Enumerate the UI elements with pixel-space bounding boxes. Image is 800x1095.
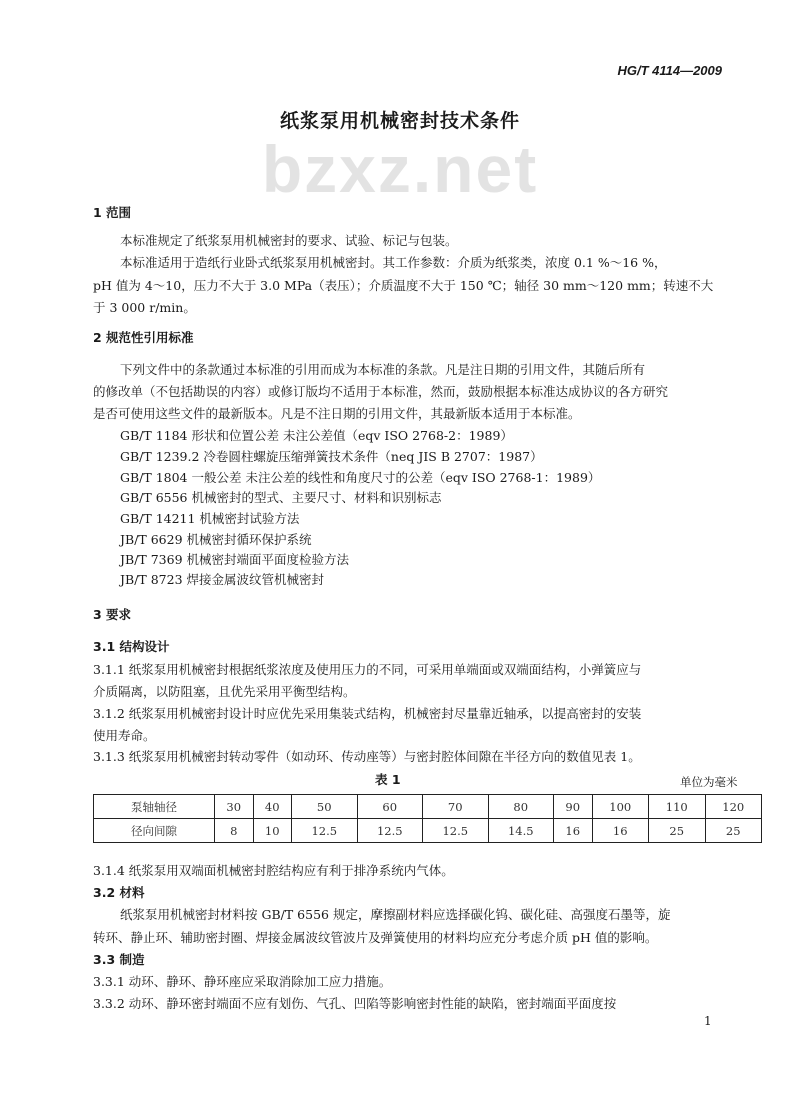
section-3-heading: 3 要求 (93, 607, 132, 622)
document-title: 纸浆泵用机械密封技术条件 (279, 110, 520, 132)
paragraph-line: 介质隔离，以防阻塞，且优先采用平衡型结构。 (93, 684, 356, 699)
section-3-3-heading: 3.3 制造 (93, 952, 145, 967)
table-cell: 110 (649, 795, 706, 819)
paragraph-line: 的修改单（不包括勘误的内容）或修订版均不适用于本标准，然而，鼓励根据本标准达成协议的各方研究 (93, 384, 669, 399)
section-2-heading: 2 规范性引用标准 (93, 330, 194, 345)
table-cell: 12.5 (292, 819, 358, 843)
table-cell: 30 (215, 795, 254, 819)
table-cell: 90 (554, 795, 593, 819)
reference-item: GB/T 6556 机械密封的型式、主要尺寸、材料和识别标志 (120, 490, 442, 505)
table-cell: 12.5 (423, 819, 489, 843)
paragraph-line: pH 值为 4～10，压力不大于 3.0 MPa（表压）；介质温度不大于 150 ℃；轴径 30 mm～120 mm；转速不大 (93, 278, 714, 293)
table-cell: 70 (423, 795, 489, 819)
table-cell: 100 (592, 795, 649, 819)
table-cell: 16 (592, 819, 649, 843)
table-cell: 120 (705, 795, 762, 819)
paragraph-line: 使用寿命。 (93, 728, 156, 743)
table-cell: 80 (488, 795, 554, 819)
table-cell: 10 (253, 819, 292, 843)
paragraph-line: 3.1.4 纸浆泵用双端面机械密封腔结构应有利于排净系统内气体。 (93, 863, 454, 878)
clearance-table (93, 794, 762, 843)
paragraph-line: 下列文件中的条款通过本标准的引用而成为本标准的条款。凡是注日期的引用文件，其随后所有 (120, 362, 646, 377)
paragraph-line: 本标准适用于造纸行业卧式纸浆泵用机械密封。其工作参数：介质为纸浆类，浓度 0.1 %～16 %， (120, 255, 667, 270)
table-cell: 16 (554, 819, 593, 843)
paragraph-line: 纸浆泵用机械密封材料按 GB/T 6556 规定，摩擦副材料应选择碳化钨、碳化硅、高强度石墨等，旋 (120, 907, 671, 922)
table-cell: 40 (253, 795, 292, 819)
reference-item: GB/T 1239.2 冷卷圆柱螺旋压缩弹簧技术条件（neq JIS B 2707：1987） (120, 449, 543, 464)
paragraph-line: 3.1.2 纸浆泵用机械密封设计时应优先采用集装式结构，机械密封尽量靠近轴承，以提高密封的安装 (93, 706, 642, 721)
paragraph-line: 本标准规定了纸浆泵用机械密封的要求、试验、标记与包装。 (120, 233, 458, 248)
paragraph-line: 3.3.2 动环、静环密封端面不应有划伤、气孔、凹陷等影响密封性能的缺陷，密封端面平面度按 (93, 996, 617, 1011)
reference-item: JB/T 7369 机械密封端面平面度检验方法 (120, 552, 350, 567)
table-caption: 表 1 (375, 772, 401, 787)
table-unit: 单位为毫米 (680, 775, 738, 789)
section-1-heading: 1 范围 (93, 205, 132, 220)
paragraph-line: 于 3 000 r/min。 (93, 300, 196, 315)
reference-item: GB/T 1804 一般公差 未注公差的线性和角度尺寸的公差（eqv ISO 2768-1：1989） (120, 470, 601, 485)
table-cell: 25 (705, 819, 762, 843)
table-cell: 8 (215, 819, 254, 843)
paragraph-line: 转环、静止环、辅助密封圈、焊接金属波纹管波片及弹簧使用的材料均应充分考虑介质 pH 值的影响。 (93, 930, 658, 945)
paragraph-line: 是否可使用这些文件的最新版本。凡是不注日期的引用文件，其最新版本适用于本标准。 (93, 406, 581, 421)
reference-item: GB/T 14211 机械密封试验方法 (120, 511, 300, 526)
table-row (94, 795, 762, 819)
standard-number: HG/T 4114—2009 (617, 63, 722, 78)
watermark: bzxz.net (261, 132, 539, 206)
paragraph-line: 3.3.1 动环、静环、静环座应采取消除加工应力措施。 (93, 974, 392, 989)
table-cell: 50 (292, 795, 358, 819)
reference-item: JB/T 8723 焊接金属波纹管机械密封 (120, 572, 325, 587)
page-number: 1 (704, 1014, 712, 1028)
paragraph-line: 3.1.3 纸浆泵用机械密封转动零件（如动环、传动座等）与密封腔体间隙在半径方向的数值见表 1。 (93, 749, 641, 764)
table-cell: 12.5 (357, 819, 423, 843)
section-3-2-heading: 3.2 材料 (93, 885, 145, 900)
table-cell: 径向间隙 (94, 819, 215, 843)
paragraph-line: 3.1.1 纸浆泵用机械密封根据纸浆浓度及使用压力的不同，可采用单端面或双端面结构，小弹簧应与 (93, 662, 642, 677)
table-row (94, 819, 762, 843)
section-3-1-heading: 3.1 结构设计 (93, 639, 170, 654)
table-cell: 60 (357, 795, 423, 819)
table-cell: 25 (649, 819, 706, 843)
reference-item: JB/T 6629 机械密封循环保护系统 (120, 532, 312, 547)
table-cell: 14.5 (488, 819, 554, 843)
table-cell: 泵轴轴径 (94, 795, 215, 819)
reference-item: GB/T 1184 形状和位置公差 未注公差值（eqv ISO 2768-2：1989） (120, 428, 513, 443)
